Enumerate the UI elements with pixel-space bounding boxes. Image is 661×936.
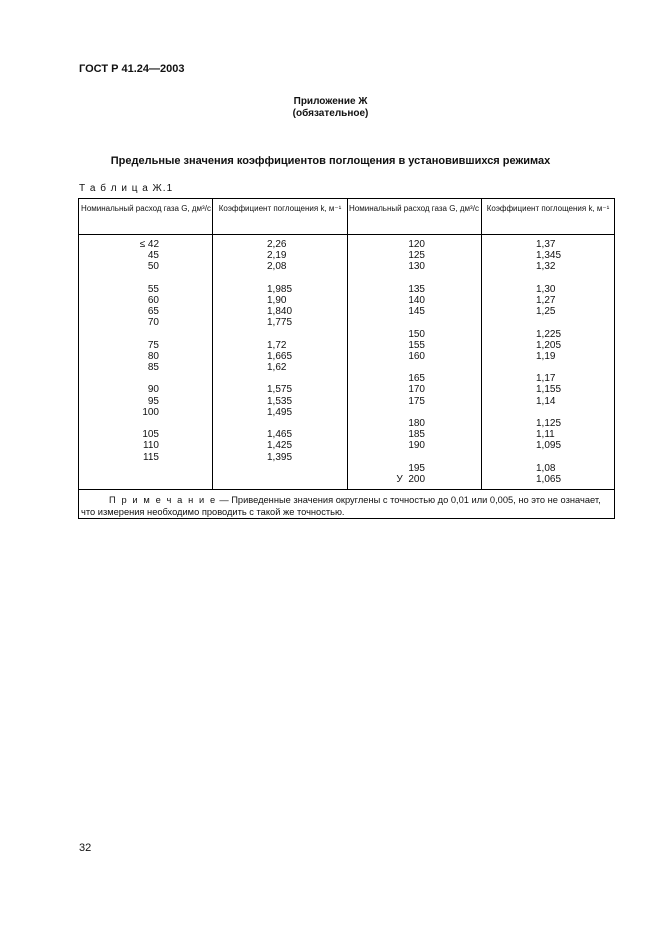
table-cell: 1,495	[267, 406, 293, 418]
table-cell	[267, 418, 292, 429]
table-cell: 175	[408, 395, 425, 407]
table-cell: 65	[147, 306, 159, 318]
table-cell	[379, 452, 425, 463]
table-cell: 1,535	[267, 395, 293, 407]
table-cell: 105	[142, 429, 159, 441]
header-gas-flow-1: Номинальный расход газа G, дм³/с	[81, 204, 211, 213]
note-label: П р и м е ч а н и е	[109, 495, 217, 505]
table-cell: 1,17	[536, 373, 556, 385]
annex-status: (обязательное)	[292, 108, 369, 119]
table-cell: 85	[147, 362, 159, 374]
table-cell: 1,575	[267, 384, 293, 396]
table-cell: 1,14	[536, 395, 556, 407]
table-cell: 170	[408, 384, 425, 396]
table-cell: 60	[147, 294, 159, 306]
table-cell: 2,26	[267, 239, 287, 250]
table-cell	[267, 373, 292, 384]
table-cell: 100	[142, 406, 159, 418]
table-cell: 1,225	[536, 328, 562, 340]
table-cell: 45	[147, 250, 159, 262]
table-cell: 1,125	[536, 418, 562, 429]
table-cell: 80	[147, 350, 159, 362]
table-cell: 125	[408, 250, 425, 262]
table-cell: 2,08	[267, 261, 287, 273]
table-cell: 140	[408, 294, 425, 306]
table-cell: 90	[147, 384, 159, 396]
table-caption: Т а б л и ц а Ж.1	[79, 183, 174, 194]
column-divider	[212, 199, 213, 489]
table-cell	[267, 329, 292, 340]
table-cell: 155	[408, 339, 425, 351]
table-cell: 1,37	[536, 239, 556, 250]
table-cell	[536, 362, 561, 373]
table-cell: ≤ 42	[139, 239, 159, 250]
column-gas-flow-1	[119, 239, 159, 463]
table-cell: 1,90	[267, 294, 287, 306]
header-divider	[79, 234, 614, 235]
table-cell: 135	[408, 283, 425, 295]
header-absorption-2: Коэффициент поглощения k, м⁻¹	[486, 204, 610, 213]
table-cell	[536, 273, 561, 284]
table-cell: 160	[408, 350, 425, 362]
table-cell: 1,425	[267, 440, 293, 452]
table-note	[81, 494, 612, 518]
section-heading: Предельные значения коэффициентов поглощения в установившихся режимах	[110, 155, 551, 167]
table-cell: 70	[147, 317, 159, 329]
table-cell	[119, 418, 159, 429]
table-cell	[119, 373, 159, 384]
standard-number: ГОСТ Р 41.24—2003	[79, 63, 185, 75]
table-cell: 165	[408, 373, 425, 385]
table-cell: 1,665	[267, 350, 293, 362]
table-cell: 1,25	[536, 306, 556, 318]
table-cell: 1,72	[267, 339, 287, 351]
table-cell: 1,155	[536, 384, 562, 396]
table-cell: 1,32	[536, 261, 556, 273]
table-cell: 1,30	[536, 283, 556, 295]
table-cell: 1,11	[536, 429, 555, 441]
table-cell	[536, 317, 561, 328]
table-cell: 1,62	[267, 362, 287, 374]
table-cell	[379, 362, 425, 373]
table-cell: 1,19	[536, 350, 556, 362]
column-divider	[481, 199, 482, 489]
table-cell	[536, 407, 561, 418]
table-cell	[119, 329, 159, 340]
header-gas-flow-2: Номинальный расход газа G, дм³/с	[349, 204, 479, 213]
note-divider	[79, 489, 614, 490]
table-cell: 1,065	[536, 473, 562, 485]
table-cell	[379, 407, 425, 418]
page-number: 32	[79, 842, 92, 854]
annex-title: Приложение Ж	[293, 96, 368, 107]
table-cell: 150	[408, 328, 425, 340]
table-cell: 1,345	[536, 250, 562, 262]
table-cell: 1,395	[267, 451, 293, 463]
table-cell: 190	[408, 440, 425, 452]
table-cell: У 200	[396, 473, 425, 485]
table-cell	[267, 273, 292, 284]
table-cell: 1,095	[536, 440, 562, 452]
table-cell: 1,205	[536, 339, 562, 351]
table-cell: 55	[147, 283, 159, 295]
table-cell: 130	[408, 261, 425, 273]
table-cell	[536, 452, 561, 463]
table-cell: 50	[147, 261, 159, 273]
table-cell: 120	[408, 239, 425, 250]
table-cell: 1,27	[536, 294, 556, 306]
table-cell: 1,08	[536, 462, 556, 474]
table-cell	[119, 273, 159, 284]
column-gas-flow-2	[379, 239, 425, 485]
column-absorption-1	[267, 239, 292, 463]
table-cell: 1,775	[267, 317, 293, 329]
table-cell: 1,840	[267, 306, 293, 318]
table-cell: 180	[408, 418, 425, 429]
note-text: — Приведенные значения округлены с точностью до 0,01 или 0,005, но это не означает, что измерения необходимо проводить с такой же точностью.	[81, 495, 601, 517]
column-divider	[347, 199, 348, 489]
table-cell	[379, 273, 425, 284]
table-cell: 110	[143, 440, 159, 452]
header-absorption-1: Коэффициент поглощения k, м⁻¹	[218, 204, 342, 213]
table-cell: 185	[408, 429, 425, 441]
table-cell: 145	[408, 306, 425, 318]
table-cell: 1,985	[267, 283, 293, 295]
data-table	[78, 198, 615, 519]
table-cell: 75	[147, 339, 159, 351]
table-cell: 115	[143, 451, 159, 463]
table-cell: 1,465	[267, 429, 293, 441]
table-cell	[379, 317, 425, 328]
table-cell: 95	[147, 395, 159, 407]
column-absorption-2	[536, 239, 561, 485]
table-cell: 195	[408, 462, 425, 474]
table-cell: 2,19	[267, 250, 287, 262]
